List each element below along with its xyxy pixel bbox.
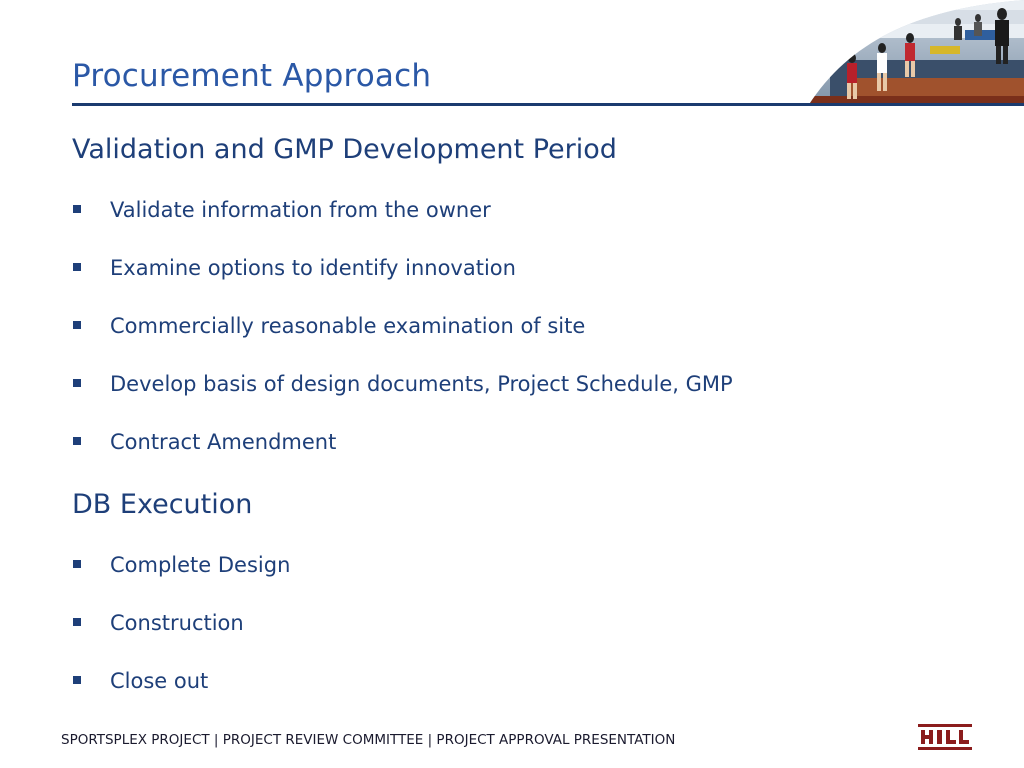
section-validation bbox=[72, 126, 992, 471]
bullet-item bbox=[72, 297, 992, 355]
bullet-item bbox=[72, 652, 290, 710]
section-db-execution bbox=[72, 481, 290, 710]
square-bullet-icon bbox=[73, 560, 81, 568]
sports-arena-photo bbox=[790, 0, 1024, 106]
bullet-text: Complete Design bbox=[110, 553, 291, 577]
bullet-text: Develop basis of design documents, Project Schedule, GMP bbox=[110, 372, 733, 396]
bullet-text: Contract Amendment bbox=[110, 430, 337, 454]
hill-logo bbox=[918, 724, 972, 750]
footer-text: SPORTSPLEX PROJECT | PROJECT REVIEW COMMITTEE | PROJECT APPROVAL PRESENTATION bbox=[61, 732, 676, 748]
bullet-text: Construction bbox=[110, 611, 244, 635]
bullet-item bbox=[72, 355, 992, 413]
bullet-text: Commercially reasonable examination of site bbox=[110, 314, 586, 338]
bullet-item bbox=[72, 536, 290, 594]
title-divider bbox=[72, 103, 1024, 106]
bullet-text: Close out bbox=[110, 669, 209, 693]
square-bullet-icon bbox=[73, 676, 81, 684]
bullet-item bbox=[72, 181, 992, 239]
square-bullet-icon bbox=[73, 321, 81, 329]
square-bullet-icon bbox=[73, 205, 81, 213]
square-bullet-icon bbox=[73, 263, 81, 271]
square-bullet-icon bbox=[73, 618, 81, 626]
section-heading: Validation and GMP Development Period bbox=[72, 134, 617, 165]
slide-title: Procurement Approach bbox=[72, 58, 432, 94]
bullet-list bbox=[72, 536, 290, 710]
bullet-item bbox=[72, 413, 992, 471]
bullet-text: Validate information from the owner bbox=[110, 198, 491, 222]
bullet-item bbox=[72, 239, 992, 297]
section-heading: DB Execution bbox=[72, 489, 253, 520]
square-bullet-icon bbox=[73, 437, 81, 445]
bullet-list bbox=[72, 181, 992, 471]
bullet-item bbox=[72, 594, 290, 652]
slide-content bbox=[72, 126, 992, 693]
bullet-text: Examine options to identify innovation bbox=[110, 256, 516, 280]
square-bullet-icon bbox=[73, 379, 81, 387]
